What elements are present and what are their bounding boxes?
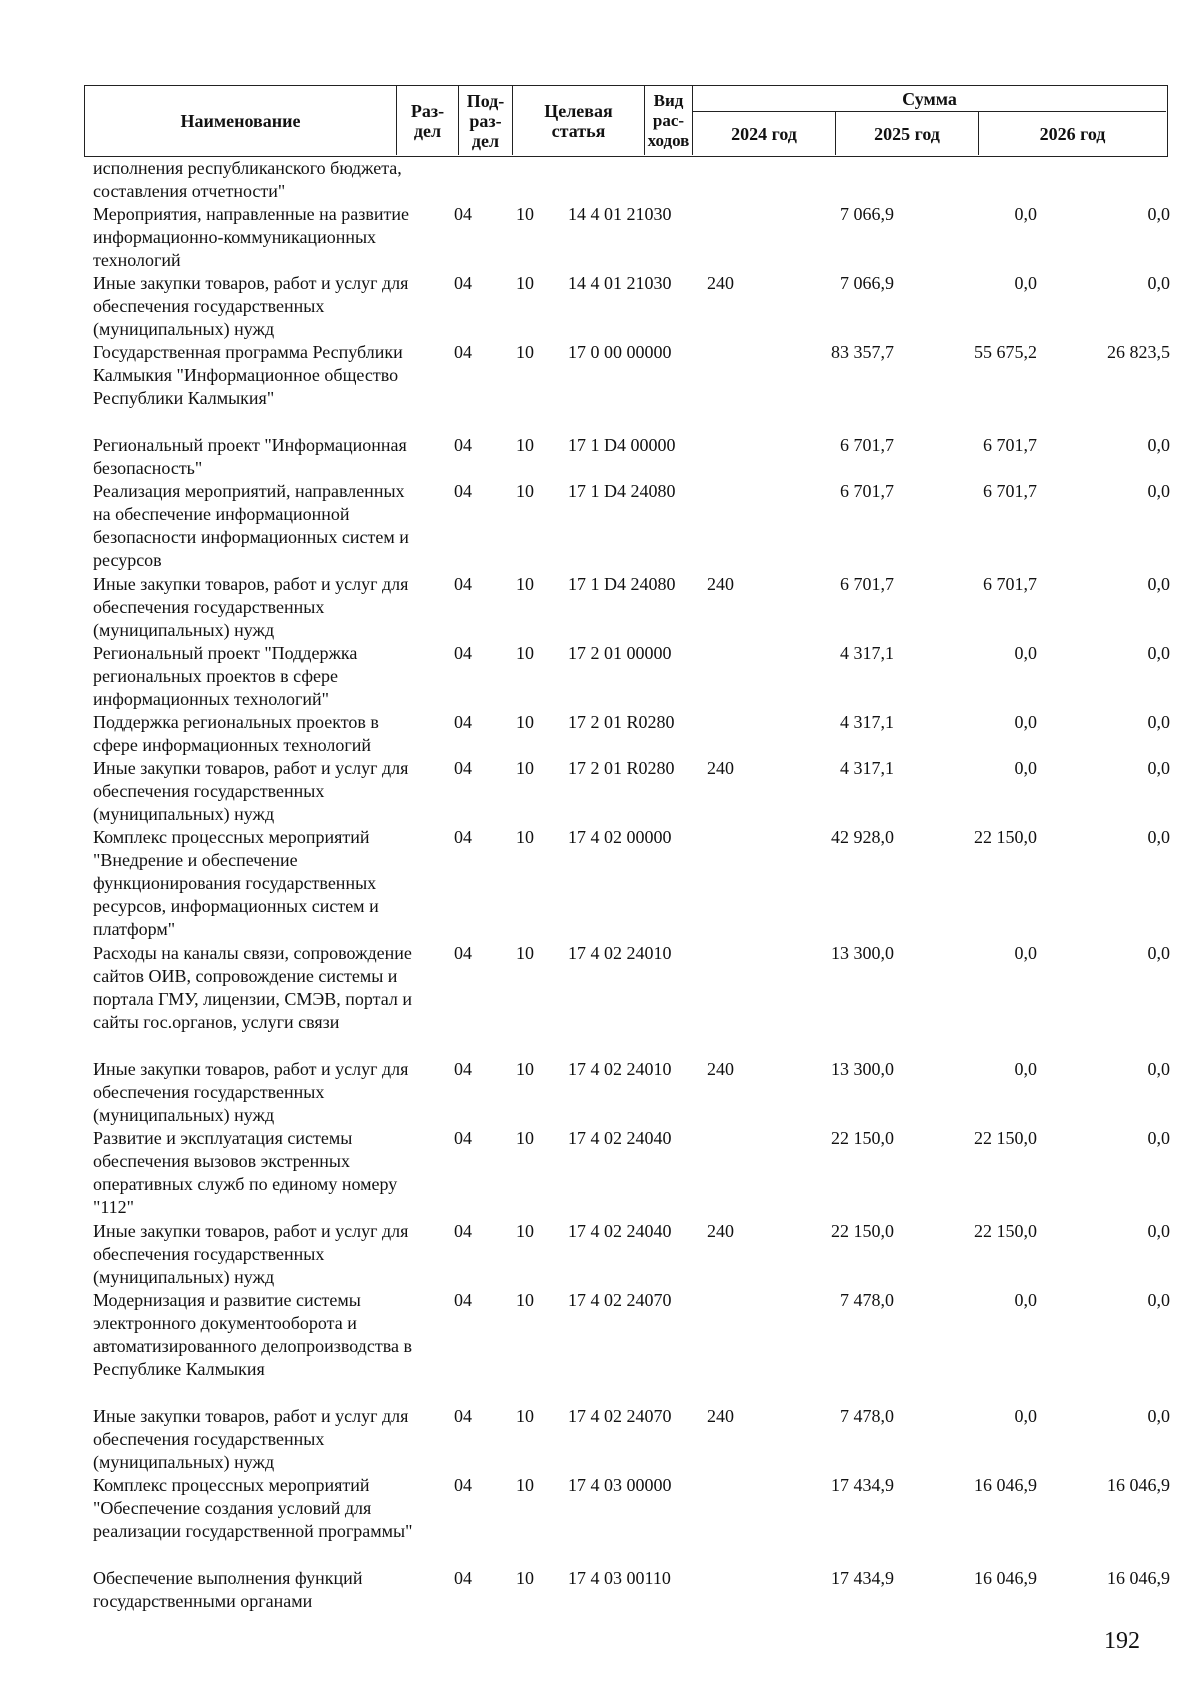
row-razdel: 04 [454, 712, 472, 732]
row-vid: 240 [707, 1406, 734, 1426]
row-razdel: 04 [454, 643, 472, 663]
row-2024: 83 357,7 [831, 342, 894, 362]
row-2024: 42 928,0 [831, 827, 894, 847]
row-2025: 22 150,0 [974, 1221, 1037, 1241]
row-name: Модернизация и развитие системы электронного документооборота и автоматизированного делопроизводства в Республике Калмыкия [93, 1290, 412, 1379]
row-2024: 6 701,7 [840, 481, 894, 501]
row-razdel: 04 [454, 481, 472, 501]
row-2024: 4 317,1 [840, 643, 894, 663]
row-name: Региональный проект "Информационная безопасность" [93, 435, 407, 478]
row-2025: 16 046,9 [974, 1568, 1037, 1588]
row-2026: 16 046,9 [1107, 1475, 1170, 1495]
row-razdel: 04 [454, 574, 472, 594]
row-2026: 0,0 [1147, 435, 1170, 455]
header-celevaya: Целевая статья [513, 86, 645, 155]
row-2024: 22 150,0 [831, 1128, 894, 1148]
row-name: Мероприятия, направленные на развитие информационно-коммуникационных технологий [93, 204, 410, 270]
row-razdel: 04 [454, 273, 472, 293]
row-celevaya: 17 1 D4 00000 [568, 435, 676, 455]
row-razdel: 04 [454, 1221, 472, 1241]
row-2025: 55 675,2 [974, 342, 1037, 362]
row-2024: 7 478,0 [840, 1290, 894, 1310]
header-2024: 2024 год [693, 111, 836, 155]
row-2025: 0,0 [1014, 712, 1037, 732]
row-podrazdel: 10 [516, 1059, 534, 1079]
row-2024: 4 317,1 [840, 712, 894, 732]
row-2026: 0,0 [1147, 643, 1170, 663]
row-2024: 7 066,9 [840, 273, 894, 293]
row-2025: 0,0 [1014, 204, 1037, 224]
row-2025: 0,0 [1014, 1406, 1037, 1426]
row-2024: 17 434,9 [831, 1568, 894, 1588]
row-2025: 0,0 [1014, 758, 1037, 778]
row-2025: 0,0 [1014, 943, 1037, 963]
header-vid: Вид рас- ходов [645, 86, 693, 155]
row-razdel: 04 [454, 827, 472, 847]
row-2026: 0,0 [1147, 827, 1170, 847]
row-podrazdel: 10 [516, 1406, 534, 1426]
row-2025: 6 701,7 [983, 435, 1037, 455]
row-razdel: 04 [454, 1290, 472, 1310]
row-name: Иные закупки товаров, работ и услуг для обеспечения государственных (муниципальных) нужд [93, 1059, 409, 1125]
row-name: Иные закупки товаров, работ и услуг для обеспечения государственных (муниципальных) нужд [93, 1221, 409, 1287]
row-2025: 0,0 [1014, 1290, 1037, 1310]
row-2025: 22 150,0 [974, 1128, 1037, 1148]
row-celevaya: 17 0 00 00000 [568, 342, 672, 362]
row-podrazdel: 10 [516, 1290, 534, 1310]
row-razdel: 04 [454, 943, 472, 963]
row-podrazdel: 10 [516, 1221, 534, 1241]
row-2026: 26 823,5 [1107, 342, 1170, 362]
row-2024: 13 300,0 [831, 943, 894, 963]
row-celevaya: 17 4 02 00000 [568, 827, 672, 847]
page-number: 192 [1104, 1628, 1140, 1654]
row-podrazdel: 10 [516, 712, 534, 732]
row-2024: 17 434,9 [831, 1475, 894, 1495]
row-2025: 16 046,9 [974, 1475, 1037, 1495]
row-vid: 240 [707, 758, 734, 778]
row-podrazdel: 10 [516, 1568, 534, 1588]
row-2025: 0,0 [1014, 1059, 1037, 1079]
header-2025: 2025 год [836, 111, 979, 155]
row-2026: 0,0 [1147, 1406, 1170, 1426]
row-vid: 240 [707, 1221, 734, 1241]
row-2026: 16 046,9 [1107, 1568, 1170, 1588]
row-2026: 0,0 [1147, 273, 1170, 293]
row-2026: 0,0 [1147, 204, 1170, 224]
row-celevaya: 14 4 01 21030 [568, 204, 672, 224]
row-name: Обеспечение выполнения функций государственными органами [93, 1568, 363, 1611]
row-name: Иные закупки товаров, работ и услуг для обеспечения государственных (муниципальных) нужд [93, 1406, 409, 1472]
row-razdel: 04 [454, 758, 472, 778]
row-razdel: 04 [454, 1475, 472, 1495]
header-name: Наименование [85, 86, 397, 155]
row-vid: 240 [707, 1059, 734, 1079]
row-2024: 13 300,0 [831, 1059, 894, 1079]
row-name: Иные закупки товаров, работ и услуг для обеспечения государственных (муниципальных) нужд [93, 758, 409, 824]
row-2026: 0,0 [1147, 1221, 1170, 1241]
row-2026: 0,0 [1147, 712, 1170, 732]
row-celevaya: 17 4 02 24010 [568, 943, 672, 963]
row-razdel: 04 [454, 1128, 472, 1148]
row-celevaya: 17 1 D4 24080 [568, 574, 676, 594]
row-2025: 6 701,7 [983, 481, 1037, 501]
row-name: Государственная программа Республики Калмыкия "Информационное общество Республики Калмыкия" [93, 342, 403, 408]
row-name: Комплекс процессных мероприятий "Внедрение и обеспечение функционирования государственных ресурсов, информационных систем и платформ" [93, 827, 379, 939]
row-celevaya: 17 2 01 00000 [568, 643, 672, 663]
row-podrazdel: 10 [516, 1128, 534, 1148]
row-name: Расходы на каналы связи, сопровождение сайтов ОИВ, сопровождение системы и портала ГМУ, лицензии, СМЭВ, портал и сайты гос.органов, услуги связи [93, 943, 412, 1032]
row-celevaya: 17 4 02 24070 [568, 1290, 672, 1310]
row-razdel: 04 [454, 1568, 472, 1588]
row-2024: 22 150,0 [831, 1221, 894, 1241]
row-2025: 0,0 [1014, 273, 1037, 293]
row-podrazdel: 10 [516, 1475, 534, 1495]
row-celevaya: 17 2 01 R0280 [568, 712, 675, 732]
row-podrazdel: 10 [516, 943, 534, 963]
row-name: Иные закупки товаров, работ и услуг для обеспечения государственных (муниципальных) нужд [93, 574, 409, 640]
row-name: исполнения республиканского бюджета, составления отчетности" [93, 158, 402, 201]
row-razdel: 04 [454, 1406, 472, 1426]
row-2025: 22 150,0 [974, 827, 1037, 847]
row-razdel: 04 [454, 204, 472, 224]
row-name: Реализация мероприятий, направленных на обеспечение информационной безопасности информационных систем и ресурсов [93, 481, 409, 570]
row-celevaya: 17 4 02 24010 [568, 1059, 672, 1079]
row-name: Поддержка региональных проектов в сфере информационных технологий [93, 712, 379, 755]
row-name: Иные закупки товаров, работ и услуг для обеспечения государственных (муниципальных) нужд [93, 273, 409, 339]
row-celevaya: 17 4 03 00110 [568, 1568, 671, 1588]
row-2026: 0,0 [1147, 758, 1170, 778]
row-name: Региональный проект "Поддержка региональных проектов в сфере информационных технологий" [93, 643, 358, 709]
row-vid: 240 [707, 273, 734, 293]
row-2025: 0,0 [1014, 643, 1037, 663]
row-2025: 6 701,7 [983, 574, 1037, 594]
header-2026: 2026 год [979, 111, 1166, 155]
row-celevaya: 17 4 02 24040 [568, 1221, 672, 1241]
header-podrazdel: Под- раз- дел [459, 86, 513, 155]
row-celevaya: 17 4 02 24040 [568, 1128, 672, 1148]
row-2026: 0,0 [1147, 481, 1170, 501]
row-podrazdel: 10 [516, 435, 534, 455]
header-razdel: Раз- дел [397, 86, 459, 155]
row-celevaya: 14 4 01 21030 [568, 273, 672, 293]
row-name: Комплекс процессных мероприятий "Обеспечение создания условий для реализации государственной программы" [93, 1475, 413, 1541]
row-2024: 6 701,7 [840, 574, 894, 594]
row-razdel: 04 [454, 435, 472, 455]
row-podrazdel: 10 [516, 643, 534, 663]
row-vid: 240 [707, 574, 734, 594]
row-podrazdel: 10 [516, 481, 534, 501]
row-2024: 7 478,0 [840, 1406, 894, 1426]
row-name: Развитие и эксплуатация системы обеспечения вызовов экстренных оперативных служб по единому номеру "112" [93, 1128, 398, 1217]
row-2026: 0,0 [1147, 1290, 1170, 1310]
row-2026: 0,0 [1147, 1059, 1170, 1079]
row-podrazdel: 10 [516, 574, 534, 594]
row-podrazdel: 10 [516, 758, 534, 778]
header-summa: Сумма [902, 88, 957, 109]
row-celevaya: 17 4 02 24070 [568, 1406, 672, 1426]
row-2024: 7 066,9 [840, 204, 894, 224]
row-razdel: 04 [454, 342, 472, 362]
table-header [84, 85, 1168, 157]
row-2026: 0,0 [1147, 943, 1170, 963]
row-2026: 0,0 [1147, 574, 1170, 594]
row-celevaya: 17 1 D4 24080 [568, 481, 676, 501]
row-2024: 6 701,7 [840, 435, 894, 455]
row-podrazdel: 10 [516, 204, 534, 224]
row-podrazdel: 10 [516, 273, 534, 293]
row-podrazdel: 10 [516, 827, 534, 847]
row-2026: 0,0 [1147, 1128, 1170, 1148]
row-celevaya: 17 2 01 R0280 [568, 758, 675, 778]
row-2024: 4 317,1 [840, 758, 894, 778]
row-podrazdel: 10 [516, 342, 534, 362]
row-celevaya: 17 4 03 00000 [568, 1475, 672, 1495]
row-razdel: 04 [454, 1059, 472, 1079]
